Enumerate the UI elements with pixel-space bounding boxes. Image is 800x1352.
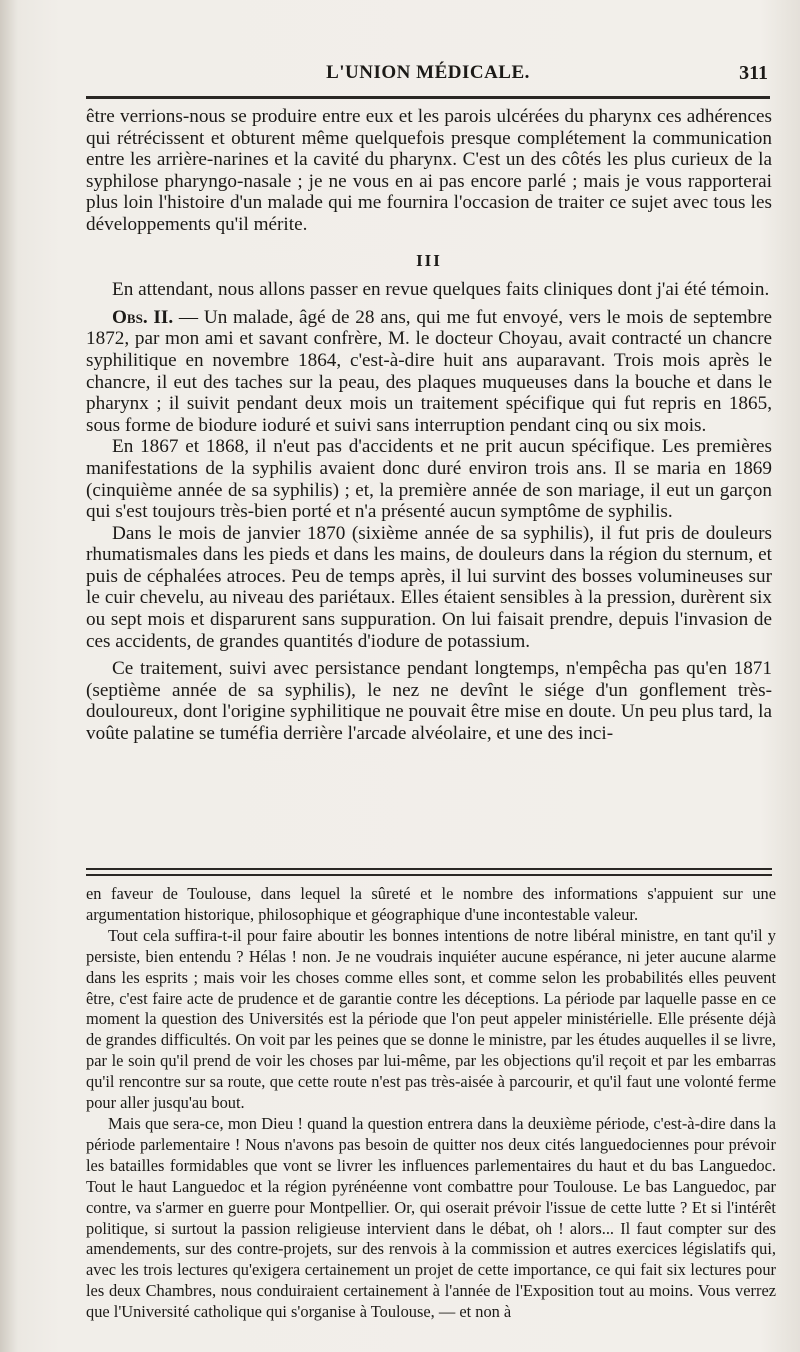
observation-text: — Un malade, âgé de 28 ans, qui me fut envoyé, vers le mois de septembre 1872, par mon ami et savant confrère, M. le docteur Choyau, avait contracté un chancre syphilitique en novembre 1864, c'est-à-dire huit ans auparavant. Trois mois après le chancre, il eut des taches sur la peau, des plaques muqueuses dans la bouche et dans le pharynx ; il suivit pendant deux mois un traitement spécifique qui fut repris en 1865, sous forme de biodure ioduré et suivi sans interruption pendant cinq ou six mois. [86, 306, 772, 436]
page-number: 311 [739, 62, 768, 84]
main-paragraph-1: être verrions-nous se produire entre eux et les parois ulcérées du pharynx ces adhérences qui rétrécissent et obturent même quelquefois presque complétement la communication entre les arrière-narines et la cavité du pharynx. C'est un des côtés les plus curieux de la syphilose pharyngo-nasale ; je ne vous en ai pas encore parlé ; mais je vous rapporterai plus loin l'histoire d'un malade qui me fournira l'occasion de traiter ce sujet avec tous les développements qu'il mérite. [86, 106, 772, 235]
header-rule [86, 96, 770, 99]
main-paragraph-6: Ce traitement, suivi avec persistance pendant longtemps, n'empêcha pas qu'en 1871 (septième année de sa syphilis), le nez ne devînt le siége d'un gonflement très-douloureux, dont l'origine syphilitique ne pouvait être mise en doute. Un peu plus tard, la voûte palatine se tuméfia derrière l'arcade alvéolaire, et une des inci- [86, 658, 772, 745]
main-text [86, 106, 772, 745]
observation-paragraph [86, 307, 772, 437]
running-title: L'UNION MÉDICALE. [326, 62, 530, 83]
main-paragraph-4: En 1867 et 1868, il n'eut pas d'accidents et ne prit aucun spécifique. Les premières manifestations de la syphilis avaient donc duré environ trois ans. Il se maria en 1869 (cinquième année de sa syphilis) ; et, la première année de son mariage, il eut un garçon qui s'est toujours très-bien porté et n'a présenté aucun symptôme de syphilis. [86, 436, 772, 523]
feuilleton-rule-bottom [86, 874, 772, 876]
feuilleton-rule-top [86, 868, 772, 870]
feuilleton-paragraph-3: Mais que sera-ce, mon Dieu ! quand la question entrera dans la deuxième période, c'est-à-dire dans la période parlementaire ! Nous n'avons pas besoin de quitter nos deux cités languedociennes pour prévoir les batailles formidables que vont se livrer les influences parlementaires du haut et du bas Languedoc. Tout le haut Languedoc et la région pyrénéenne vont combattre pour Toulouse. Le bas Languedoc, par contre, va s'armer en guerre pour Montpellier. Or, qui oserait prévoir l'issue de cette lutte ? Et si l'intérêt politique, si surtout la passion religieuse intervient dans le débat, oh ! alors... Il faut compter sur des amendements, sur des contre-projets, sur des renvois à la commission et autres exercices législatifs qui, avec les trois lectures qu'exigera certainement un projet de cette importance, ce qui fait six lectures pour les deux Chambres, nous conduiraient certainement à l'année de l'Exposition tout au moins. Vous verrez que l'Université catholique qui s'organise à Toulouse, — et non à [86, 1113, 776, 1322]
page-header [86, 58, 770, 92]
main-paragraph-2: En attendant, nous allons passer en revue quelques faits cliniques dont j'ai été témoin. [112, 279, 770, 301]
section-numeral: III [416, 250, 442, 270]
main-paragraph-5: Dans le mois de janvier 1870 (sixième année de sa syphilis), il fut pris de douleurs rhumatismales dans les pieds et dans les mains, de douleurs dans la région du sternum, et puis de céphalées atroces. Peu de temps après, il lui survint des bosses volumineuses sur le cuir chevelu, au niveau des pariétaux. Elles étaient sensibles à la pression, durèrent six ou sept mois et disparurent sans suppuration. On lui faisait prendre, depuis l'invasion de ces accidents, de grandes quantités d'iodure de potassium. [86, 522, 772, 652]
feuilleton-paragraph-1: en faveur de Toulouse, dans lequel la sûreté et le nombre des informations s'appuient sur une argumentation historique, philosophique et géographique d'une incontestable valeur. [86, 884, 776, 924]
feuilleton-paragraph-2: Tout cela suffira-t-il pour faire aboutir les bonnes intentions de notre libéral ministre, en tant qu'il y persiste, bien entendu ? Hélas ! non. Je ne voudrais inquiéter aucune espérance, ni jeter aucune alarme dans les esprits ; mais voir les choses comme elles sont, et comme selon les probabilités elles peuvent être, c'est faire acte de prudence et de garantie contre les déceptions. La période par laquelle passe en ce moment la question des Universités est la période que l'on peut appeler ministérielle. Elle présente déjà de grandes difficultés. On voit par les peines que se donne le ministre, par les études auquelles il se livre, par le soin qu'il prend de voir les choses par lui-même, par les objections qu'il reçoit et par les embarras qu'il rencontre sur sa route, que cette route n'est pas très-aisée à parcourir, et qu'il faut une volonté ferme pour aller jusqu'au bout. [86, 925, 776, 1113]
feuilleton-text [86, 884, 776, 1323]
observation-label: Obs. II. [112, 306, 174, 328]
